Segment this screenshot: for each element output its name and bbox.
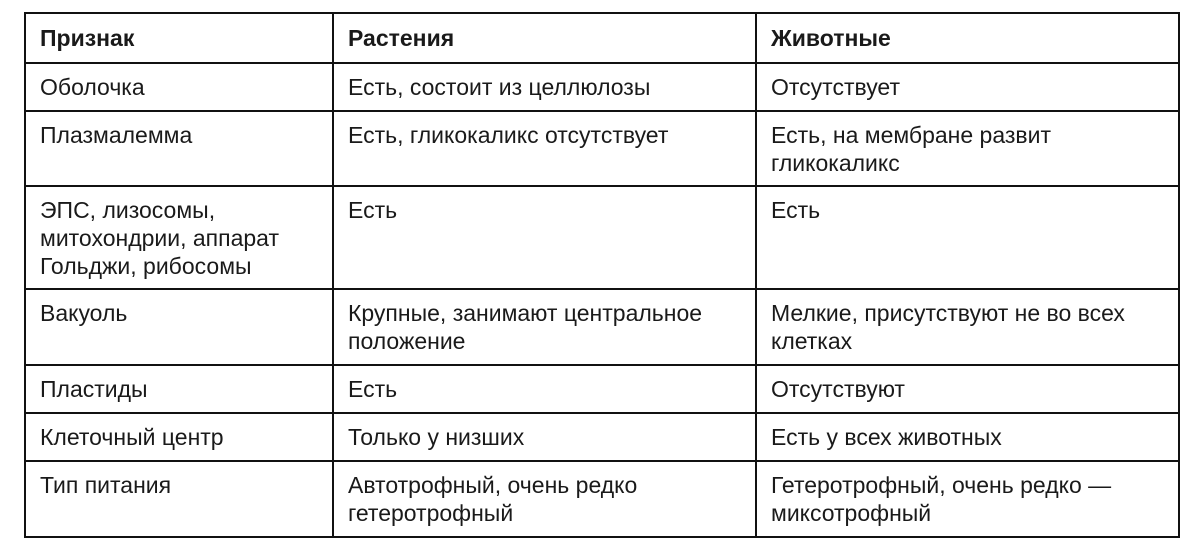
table-header-row: [25, 13, 1179, 63]
table-cell: Клеточный центр: [25, 413, 333, 461]
table-cell: Есть, состоит из целлюлозы: [333, 63, 756, 111]
table-cell: Крупные, занимают центральное положение: [333, 289, 756, 365]
table-row: [25, 413, 1179, 461]
table-row: [25, 186, 1179, 289]
table-cell: ЭПС, лизосомы, митохондрии, аппарат Гольджи, рибосомы: [25, 186, 333, 289]
table-cell: Есть, на мембране развит гликокаликс: [756, 111, 1179, 186]
table-cell: Гетеротрофный, очень редко — миксотрофный: [756, 461, 1179, 537]
table-cell: Оболочка: [25, 63, 333, 111]
comparison-table: [24, 12, 1180, 538]
table-row: [25, 365, 1179, 413]
table-cell: Плазмалемма: [25, 111, 333, 186]
table-cell: Отсутствует: [756, 63, 1179, 111]
table-cell: Есть у всех животных: [756, 413, 1179, 461]
table-cell: Автотрофный, очень редко гетеротрофный: [333, 461, 756, 537]
header-cell-animals: Животные: [756, 13, 1179, 63]
table-cell: Есть: [333, 365, 756, 413]
table-cell: Есть: [756, 186, 1179, 289]
table-cell: Вакуоль: [25, 289, 333, 365]
header-cell-plants: Растения: [333, 13, 756, 63]
table-cell: Есть: [333, 186, 756, 289]
table-cell: Отсутствуют: [756, 365, 1179, 413]
header-cell-feature: Признак: [25, 13, 333, 63]
table-row: [25, 289, 1179, 365]
table-row: [25, 461, 1179, 537]
table-row: [25, 63, 1179, 111]
table-row: [25, 111, 1179, 186]
table-cell: Мелкие, присутствуют не во всех клетках: [756, 289, 1179, 365]
table-cell: Только у низших: [333, 413, 756, 461]
table-cell: Тип питания: [25, 461, 333, 537]
table-cell: Пластиды: [25, 365, 333, 413]
table-cell: Есть, гликокаликс отсутствует: [333, 111, 756, 186]
